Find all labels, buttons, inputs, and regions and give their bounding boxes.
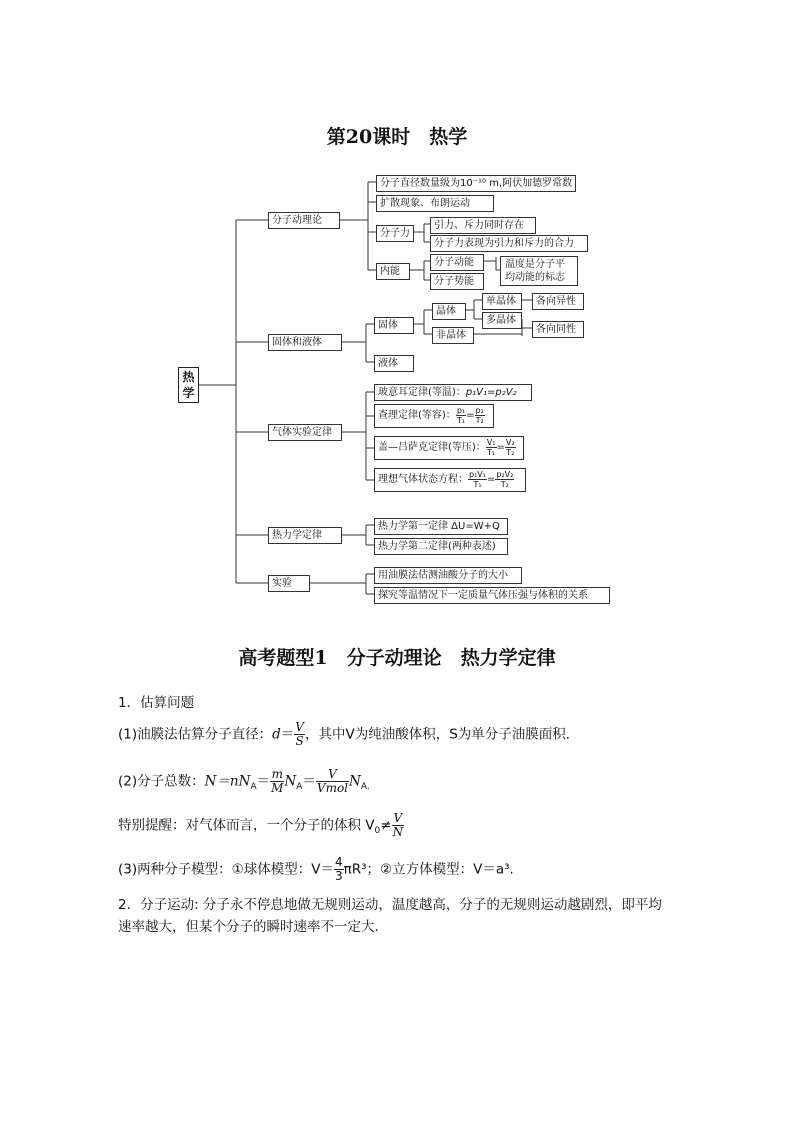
node-isothermal-experiment: 探究等温情况下一定质量气体压强与体积的关系 — [374, 587, 610, 604]
node-anisotropic: 各向异性 — [532, 293, 584, 310]
node-kinetic-energy: 分子动能 — [430, 254, 484, 271]
node-potential-energy: 分子势能 — [430, 273, 484, 290]
node-poly-crystal: 多晶体 — [482, 312, 522, 329]
paragraph-molecule-count: (2)分子总数：$N=nN_A=$ $\frac{m}{M}$ $N_A=$ V Vmol $N_{A.}$ — [118, 767, 370, 795]
map-root-heat: 热 学 — [178, 367, 199, 403]
node-second-law: 热力学第二定律(两种表述) — [374, 538, 508, 555]
paragraph-oil-film-diameter: (1)油膜法估算分子直径：d＝ $\frac{V}{S}$ ，其中V为纯油酸体积，S为单分子油膜面积． — [118, 720, 580, 748]
branch-gas-laws: 气体实验定律 — [268, 424, 342, 441]
node-first-law: 热力学第一定律 ΔU=W+Q — [374, 518, 508, 535]
node-force-coexist: 引力、斥力同时存在 — [430, 217, 536, 234]
paragraph-molecule-models: (3)两种分子模型：①球体模型：V＝ $\frac{4}{3}$ πR³；②立方体模型：V＝a³. — [118, 855, 514, 883]
node-molecule-diameter: 分子直径数量级为10⁻¹⁰ m,阿伏加德罗常数 — [376, 175, 576, 192]
lesson-title: 第20课时 热学 — [326, 126, 468, 148]
paragraph-molecular-motion: 2．分子运动: 分子永不停息地做无规则运动，温度越高，分子的无规则运动越剧烈，即平均 速率越大，但某个分子的瞬时速率不一定大． — [118, 897, 662, 935]
node-diffusion: 扩散现象、布朗运动 — [376, 195, 494, 212]
node-internal-energy: 内能 — [376, 263, 410, 280]
node-oil-film-experiment: 用油膜法估测油酸分子的大小 — [374, 567, 522, 584]
branch-solid-liquid: 固体和液体 — [268, 334, 342, 351]
node-amorphous: 非晶体 — [432, 327, 474, 344]
node-ideal-gas-equation: 理想气体状态方程： $\frac{\text{p₁V₁}}{\text{T₁}}$ = $\frac{\text{p₂V₂}}{\text{T₂}}$ — [374, 468, 526, 492]
node-temperature-note: 温度是分子平均动能的标志 — [500, 256, 578, 286]
section-title: 高考题型1 分子动理论 热力学定律 — [238, 647, 556, 669]
branch-thermodynamics: 热力学定律 — [268, 527, 342, 544]
node-crystal: 晶体 — [432, 303, 466, 320]
node-gay-lussac-law: 盖—吕萨克定律(等压)： $\frac{\text{V₁}}{\text{T₁}}$ = $\frac{\text{V₂}}{\text{T₂}}$ — [374, 436, 524, 460]
branch-kinetic-theory: 分子动理论 — [268, 212, 340, 229]
paragraph-special-tip: 特别提醒：对气体而言，一个分子的体积 $V_0\ne$ $\frac{V}{N}$ — [118, 811, 404, 839]
node-single-crystal: 单晶体 — [482, 293, 522, 310]
branch-experiment: 实验 — [268, 575, 310, 592]
heading-estimation: 1．估算问题 — [118, 695, 195, 711]
node-force-resultant: 分子力表现为引力和斥力的合力 — [430, 235, 588, 252]
node-boyle-law: 玻意耳定律(等温)：p₁V₁=p₂V₂ — [374, 384, 532, 401]
node-isotropic: 各向同性 — [532, 321, 584, 338]
node-liquid: 液体 — [374, 355, 414, 372]
node-solid: 固体 — [374, 317, 414, 334]
node-molecular-force: 分子力 — [376, 225, 414, 242]
node-charles-law: 查理定律(等容)： $\frac{\text{p₁}}{\text{T₁}}$ = $\frac{\text{p₂}}{\text{T₂}}$ — [374, 404, 494, 428]
